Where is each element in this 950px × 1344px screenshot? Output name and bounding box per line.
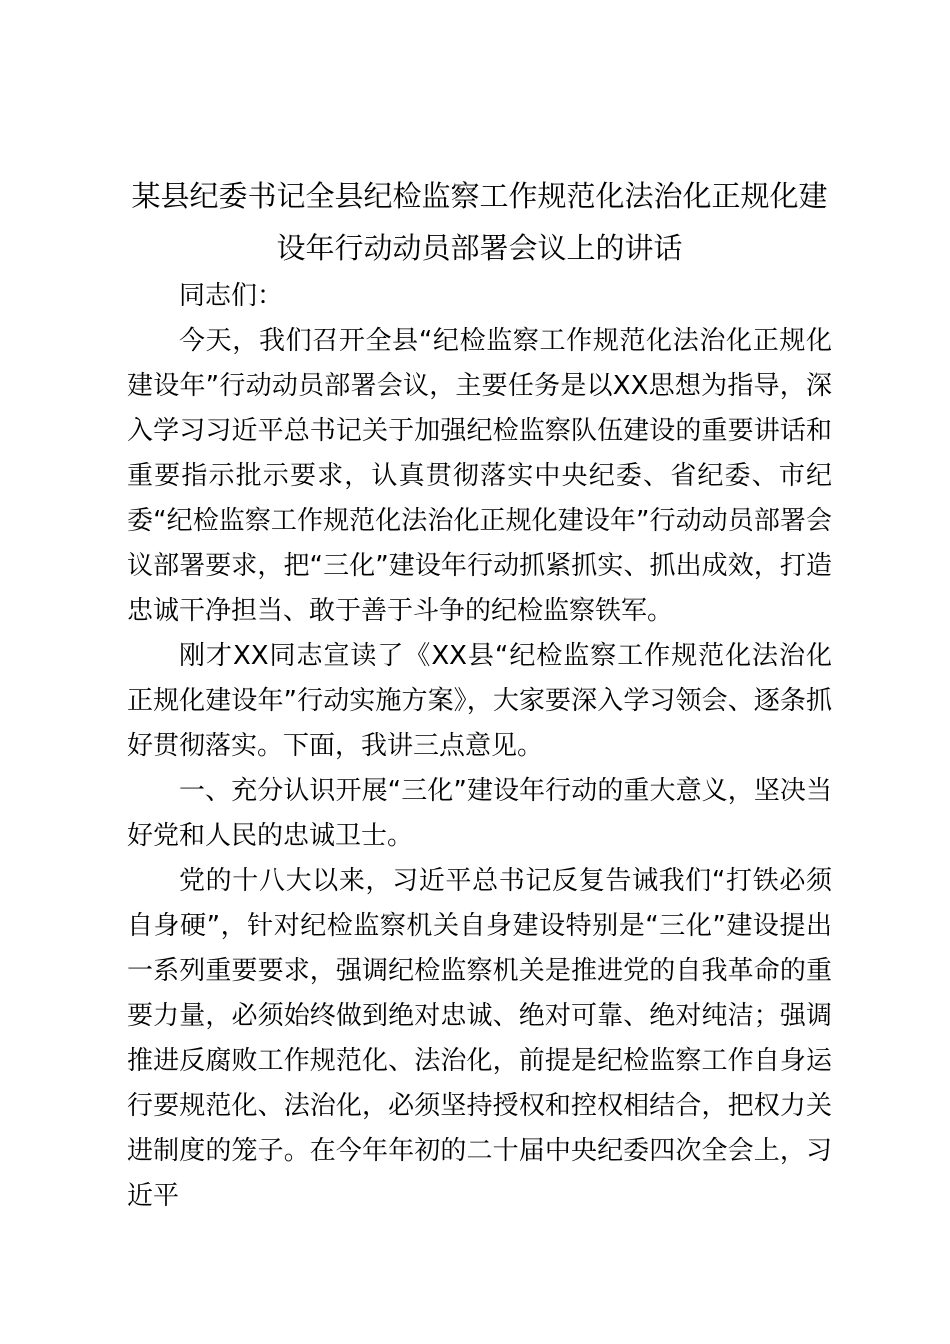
paragraph-plan: 刚才XX同志宣读了《XX县“纪检监察工作规范化法治化正规化建设年”行动实施方案》，大家要深入学习领会、逐条抓好贯彻落实。下面，我讲三点意见。 — [127, 641, 832, 761]
title-line-2: 设年行动动员部署会议上的讲话 — [276, 231, 683, 265]
greeting: 同志们： — [179, 281, 284, 311]
title-line-1: 某县纪委书记全县纪检监察工作规范化法治化正规化建 — [131, 179, 828, 213]
document-title — [127, 170, 832, 274]
paragraph-section-1: 党的十八大以来，习近平总书记反复告诫我们“打铁必须自身硬”，针对纪检监察机关自身建设特别是“三化”建设提出一系列重要要求，强调纪检监察机关是推进党的自我革命的重要力量，必须始终做到绝对忠诚、绝对可靠、绝对纯洁；强调推进反腐败工作规范化、法治化，前提是纪检监察工作自身运行要规范化、法治化，必须坚持授权和控权相结合，把权力关进制度的笼子。在今年年初的二十届中央纪委四次全会上，习近平 — [127, 866, 832, 1211]
paragraph-opening: 今天，我们召开全县“纪检监察工作规范化法治化正规化建设年”行动动员部署会议，主要任务是以XX思想为指导，深入学习习近平总书记关于加强纪检监察队伍建设的重要讲话和重要指示批示要求，认真贯彻落实中央纪委、省纪委、市纪委“纪检监察工作规范化法治化正规化建设年”行动动员部署会议部署要求，把“三化”建设年行动抓紧抓实、抓出成效，打造忠诚干净担当、敢于善于斗争的纪检监察铁军。 — [127, 326, 832, 626]
document-page — [127, 170, 832, 1219]
section-heading-1: 一、充分认识开展“三化”建设年行动的重大意义，坚决当好党和人民的忠诚卫士。 — [127, 776, 832, 851]
